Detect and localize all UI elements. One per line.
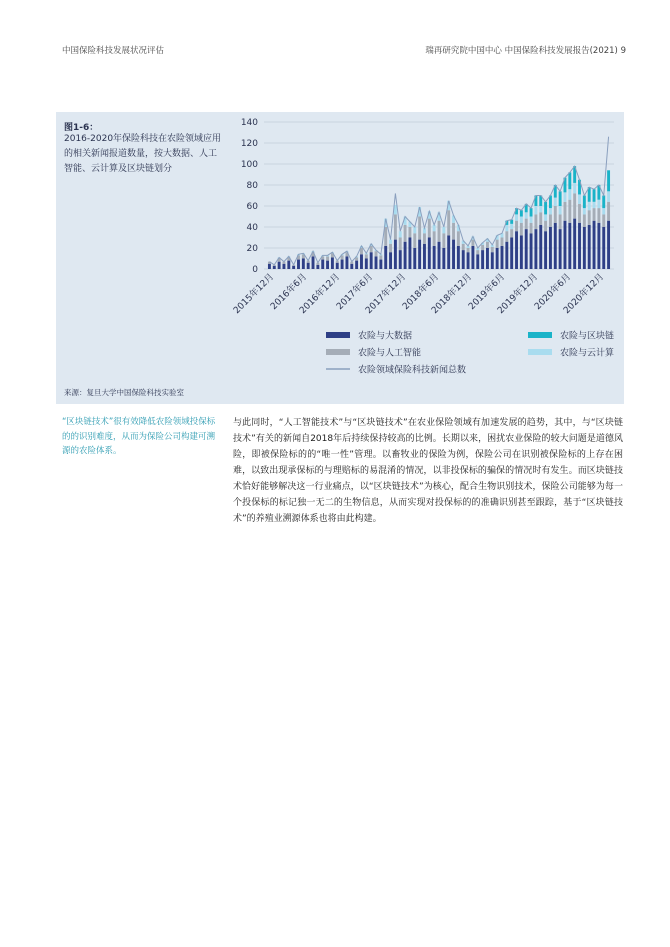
bar-1-48 [501,238,504,246]
bar-1-23 [379,255,382,259]
bar-1-68 [597,208,600,223]
bar-3-52 [520,210,523,216]
bar-2-58 [549,208,552,214]
bar-0-45 [486,248,489,269]
bar-1-54 [530,223,533,234]
bar-0-17 [350,264,353,269]
bar-2-55 [534,206,537,214]
bar-2-50 [510,224,513,229]
bar-0-61 [564,221,567,269]
bar-1-45 [486,242,489,248]
body-paragraph: 与此同时，“人工智能技术”与“区块链技术”在农业保险领域有加速发展的趋势，其中，与“区块链技术”有关的新闻自2018年后持续保持较高的比例。长期以来，困扰农业保险的较大问题是道德风险，即被保险标的的“唯一性”管理。以畜牧业的保险为例，保险公司在识别被保险标的上存在困难，以致出现承保标的与理赔标的易混淆的情况，以非投保标的骗保的情况时有发生。而区块链技术恰好能够解决这一行业痛点，以“区块链技术”为核心，配合生物识别技术，保险公司能够为每一个投保标的标记独一无二的生物信息，从而实现对投保标的的准确识别甚至跟踪，基于“区块链技术”的养殖业溯源体系也将由此构建。 [233,418,623,524]
bar-0-20 [365,259,368,270]
bar-3-60 [559,191,562,206]
bar-2-60 [559,206,562,214]
bar-0-11 [321,260,324,269]
figure-source: 来源：复旦大学中国保险科技实验室 [64,388,184,397]
bar-2-61 [564,192,567,201]
bar-0-40 [462,250,465,269]
legend-swatch-3 [528,349,552,355]
y-tick-label-3: 60 [246,202,258,212]
legend-label-3: 农险与云计算 [560,348,615,359]
legend-swatch-2 [326,349,350,355]
bar-1-20 [365,254,368,258]
bar-0-41 [467,252,470,269]
x-tick-label-10: 2020年12月 [562,272,607,317]
bar-2-56 [539,206,542,212]
bar-2-69 [602,208,605,214]
bar-1-29 [408,227,411,238]
bar-3-54 [530,208,533,216]
bar-1-43 [476,250,479,254]
bar-0-69 [602,227,605,269]
legend-label-2: 农险与人工智能 [358,348,422,359]
bar-0-26 [394,240,397,269]
bar-0-30 [413,248,416,269]
bar-0-24 [384,246,387,269]
bar-1-42 [471,240,474,246]
bar-2-54 [530,217,533,223]
bar-1-64 [578,204,581,223]
bar-1-46 [491,247,494,252]
bar-1-36 [442,233,445,248]
bar-0-47 [496,248,499,269]
bar-0-10 [316,265,319,269]
bar-0-13 [331,257,334,269]
bar-2-62 [568,189,571,200]
bar-1-58 [549,214,552,227]
bar-0-28 [404,242,407,269]
bar-0-15 [341,260,344,269]
bar-0-54 [530,233,533,269]
bar-1-22 [375,251,378,256]
bar-3-69 [602,196,605,209]
bar-0-70 [607,221,610,269]
bar-0-18 [355,261,358,269]
bar-0-0 [268,264,271,269]
bar-0-31 [418,240,421,269]
bar-0-7 [302,259,305,270]
y-tick-label-4: 80 [246,181,258,191]
bar-1-63 [573,193,576,218]
bar-1-51 [515,221,518,232]
bar-1-59 [554,206,557,223]
bar-1-62 [568,200,571,223]
bar-0-2 [278,262,281,269]
x-tick-label-2: 2016年12月 [298,272,343,317]
bar-1-26 [394,214,397,239]
bar-1-65 [583,214,586,227]
bar-1-28 [404,225,407,242]
bar-3-57 [544,202,547,215]
bar-1-47 [496,240,499,248]
bar-1-40 [462,244,465,250]
bar-0-51 [515,231,518,269]
bar-0-39 [457,246,460,269]
bar-2-53 [525,212,528,218]
bar-1-35 [438,221,441,242]
bar-0-36 [442,248,445,269]
bar-2-65 [583,208,586,214]
x-tick-label-4: 2017年12月 [364,272,409,317]
bar-1-34 [433,231,436,246]
x-tick-label-8: 2019年12月 [496,272,541,317]
bar-0-4 [287,261,290,269]
figure-id: 图1-6： [64,123,99,133]
bar-0-38 [452,240,455,269]
bar-3-67 [593,189,596,202]
bar-2-59 [554,198,557,206]
page-number: 9 [620,46,626,56]
x-tick-label-7: 2019年6月 [467,272,508,313]
bar-0-50 [510,238,513,270]
bar-0-60 [559,229,562,269]
bar-2-25 [389,240,392,244]
bar-2-36 [442,227,445,233]
bar-0-66 [588,225,591,269]
bar-1-38 [452,223,455,240]
bar-0-59 [554,223,557,269]
bar-1-49 [505,231,508,242]
legend-label-4: 农险领域保险科技新闻总数 [358,365,467,376]
bar-2-49 [505,225,508,231]
bar-0-57 [544,231,547,269]
x-tick-label-1: 2016年6月 [269,272,310,313]
y-tick-label-1: 20 [246,244,258,254]
bar-2-68 [597,200,600,208]
bar-0-65 [583,227,586,269]
side-note: “区块链技术”很有效降低农险领域投保标的的识别难度，从而为保险公司构建可溯源的农险体系。 [62,417,216,456]
bar-0-44 [481,250,484,269]
bar-0-23 [379,260,382,269]
bar-0-12 [326,261,329,269]
bar-1-70 [607,202,610,221]
x-tick-label-5: 2018年6月 [401,272,442,313]
bar-1-25 [389,244,392,252]
figure-caption: 2016-2020年保险科技在农险领域应用的相关新闻报道数量，按大数据、人工智能、云计算及区块链划分 [64,134,222,174]
bar-1-27 [399,238,402,251]
stacked-bar-chart [226,112,624,387]
bar-1-31 [418,217,421,240]
bar-1-41 [467,248,470,252]
bar-1-30 [413,233,416,248]
bar-2-51 [515,214,518,220]
bar-2-27 [399,231,402,237]
bar-0-19 [360,254,363,269]
bar-1-12 [326,256,329,260]
x-tick-label-0: 2015年12月 [232,272,277,317]
bar-1-44 [481,245,484,250]
legend-swatch-1 [528,332,552,338]
x-tick-label-6: 2018年12月 [430,272,475,317]
x-tick-label-3: 2017年6月 [335,272,376,313]
bar-3-70 [607,170,610,191]
bar-0-46 [491,252,494,269]
bar-0-68 [597,223,600,269]
bar-0-27 [399,250,402,269]
bar-0-25 [389,252,392,269]
bar-3-65 [583,196,586,209]
bar-0-56 [539,225,542,269]
y-tick-label-0: 0 [252,265,258,275]
bar-0-58 [549,227,552,269]
bar-1-52 [520,223,523,236]
bar-0-1 [273,266,276,269]
bar-0-67 [593,221,596,269]
bar-0-14 [336,263,339,269]
legend-swatch-0 [326,332,350,338]
bar-1-33 [428,219,431,238]
legend-label-0: 农险与大数据 [358,331,413,342]
bar-0-8 [307,263,310,269]
bar-0-55 [534,229,537,269]
bar-0-33 [428,238,431,270]
bar-2-52 [520,217,523,223]
bar-0-22 [375,256,378,269]
bar-0-49 [505,242,508,269]
bar-2-30 [413,227,416,233]
bar-1-57 [544,221,547,232]
bar-0-6 [297,260,300,269]
running-header-title: 瑞再研究院中国中心 中国保险科技发展报告(2021) [425,46,618,56]
bar-1-39 [457,231,460,246]
bar-0-5 [292,266,295,269]
running-header-left: 中国保险科技发展状况评估 [62,46,165,56]
bar-0-9 [312,256,315,269]
legend-label-1: 农险与区块链 [560,331,615,342]
bar-2-70 [607,191,610,202]
y-tick-label-5: 100 [240,160,258,170]
bar-3-62 [568,172,571,189]
bar-1-55 [534,214,537,229]
bar-0-62 [568,223,571,269]
bar-1-69 [602,214,605,227]
bar-0-35 [438,242,441,269]
bar-0-37 [447,235,450,269]
bar-1-67 [593,208,596,221]
bar-0-16 [345,256,348,269]
bar-1-56 [539,212,542,225]
bar-0-63 [573,219,576,269]
x-tick-label-9: 2020年6月 [533,272,574,313]
bar-1-66 [588,210,591,225]
bar-2-66 [588,202,591,210]
y-tick-label-6: 120 [240,139,258,149]
bar-0-42 [471,246,474,269]
y-tick-label-7: 140 [240,118,258,128]
bar-0-64 [578,223,581,269]
figure-panel [56,112,624,404]
bar-0-43 [476,254,479,269]
bar-2-57 [544,214,547,220]
bar-2-63 [573,183,576,194]
bar-1-37 [447,210,450,235]
y-tick-label-2: 40 [246,223,258,233]
bar-1-53 [525,219,528,230]
running-header-right [425,44,626,56]
bar-1-32 [423,233,426,244]
bar-0-52 [520,235,523,269]
bar-1-61 [564,202,567,221]
bar-1-50 [510,229,513,237]
bar-0-53 [525,229,528,269]
bar-1-24 [384,227,387,246]
bar-1-60 [559,214,562,229]
bar-0-48 [501,246,504,269]
bar-2-64 [578,194,581,203]
bar-0-21 [370,252,373,269]
bar-0-3 [283,264,286,269]
bar-0-34 [433,246,436,269]
bar-0-32 [423,244,426,269]
bar-0-29 [408,238,411,270]
bar-2-67 [593,202,596,208]
